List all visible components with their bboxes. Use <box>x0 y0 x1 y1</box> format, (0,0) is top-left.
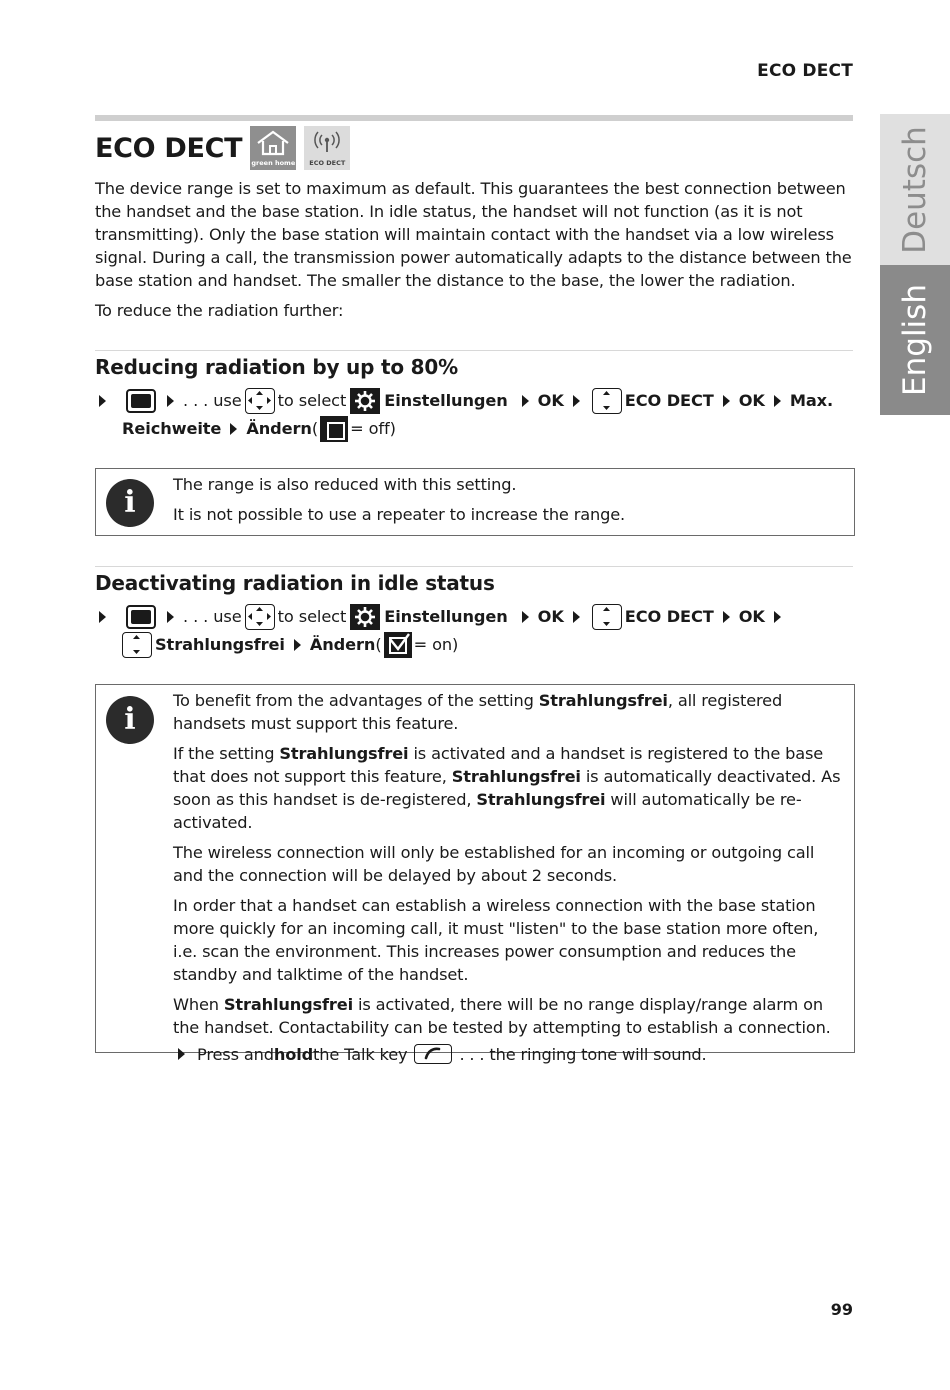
nav-key-updown-icon <box>122 632 152 658</box>
section1-rule <box>95 350 853 351</box>
off-box-icon <box>320 416 348 442</box>
section2-step-line-1 <box>95 603 855 631</box>
open-paren: ( <box>311 419 319 438</box>
tab-deutsch[interactable] <box>880 114 950 265</box>
open-paren: ( <box>375 635 382 654</box>
state-off-text: = off) <box>350 419 396 438</box>
info-icon: i <box>106 696 154 744</box>
section2-rule <box>95 566 853 567</box>
info-icon: i <box>106 479 154 527</box>
eco-dect-badge-label: ECO DECT <box>309 159 346 167</box>
settings-gear-icon <box>350 388 380 414</box>
ok-label: OK <box>537 607 564 626</box>
title-row <box>95 126 350 170</box>
select-text: to select <box>277 607 347 626</box>
intro-lead: To reduce the radiation further: <box>95 301 344 320</box>
section2-step-line-2 <box>95 631 855 659</box>
running-header: ECO DECT <box>757 61 853 81</box>
step-arrow-icon <box>294 639 301 651</box>
note-2-step: Press and hold the Talk key . . . the ringing tone will sound. <box>173 1042 844 1066</box>
step-arrow-icon <box>774 611 781 623</box>
on-check-icon <box>384 632 412 658</box>
step-arrow-icon <box>573 611 580 623</box>
menu-key-icon <box>126 389 156 413</box>
tab-english[interactable] <box>880 265 950 415</box>
menu-key-icon <box>126 605 156 629</box>
select-text: to select <box>277 391 347 410</box>
section1-step-line-2 <box>95 415 855 443</box>
range-label: Reichweite <box>122 419 222 438</box>
nav-key-updown-icon <box>592 604 622 630</box>
step-arrow-icon <box>230 423 237 435</box>
green-home-badge <box>250 126 296 170</box>
page-number: 99 <box>830 1300 853 1319</box>
note-1-line-2: It is not possible to use a repeater to increase the range. <box>173 505 626 524</box>
top-rule <box>95 115 853 121</box>
wireless-icon <box>309 130 345 156</box>
step-arrow-icon <box>99 611 106 623</box>
section2-title: Deactivating radiation in idle status <box>95 571 495 595</box>
note-box-2 <box>95 684 855 1064</box>
nav-key-updown-icon <box>592 388 622 414</box>
page-title: ECO DECT <box>95 132 243 164</box>
note-2-para-5: When Strahlungsfrei is activated, there will be no range display/range alarm on the handset. Contactability can be tested by attempting to establish a connection. <box>173 995 831 1037</box>
ok-label: OK <box>738 607 765 626</box>
change-label: Ändern <box>309 635 376 654</box>
ok-label: OK <box>537 391 564 410</box>
state-on-text: = on) <box>413 635 459 654</box>
talk-key-icon <box>414 1044 452 1064</box>
note-2-para-3: The wireless connection will only be established for an incoming or outgoing call and the connection will be delayed by about 2 seconds. <box>173 843 815 885</box>
note-box-1 <box>95 468 855 536</box>
step-arrow-icon <box>522 395 529 407</box>
step-arrow-icon <box>167 395 174 407</box>
intro-paragraph: The device range is set to maximum as default. This guarantees the best connection between the handset and the base station. In idle status, the handset will not function (as it is not transmitting). Only the base station will maintain contact with the handset via a low wireless signal. During a call, the transmission power automatically adapts to the distance between the base station and handset. The smaller the distance to the base, the lower the radiation. <box>95 179 852 290</box>
tab-deutsch-label: Deutsch <box>897 125 933 254</box>
step-arrow-icon <box>522 611 529 623</box>
strahlungsfrei-label: Strahlungsfrei <box>155 635 285 654</box>
step-arrow-icon <box>723 611 730 623</box>
tab-english-label: English <box>897 284 933 396</box>
note-2-para-4: In order that a handset can establish a wireless connection with the base station more quickly for an incoming call, it must "listen" to the base station more often, i.e. scan the environment. This increases power consumption and reduces the standby and talktime of the handset. <box>173 896 819 984</box>
use-text: . . . use <box>183 607 242 626</box>
settings-gear-icon <box>350 604 380 630</box>
step-arrow-icon <box>774 395 781 407</box>
eco-dect-badge <box>304 126 350 170</box>
step-arrow-icon <box>573 395 580 407</box>
green-home-label: green home <box>251 159 296 167</box>
note-2-para-1: To benefit from the advantages of the setting Strahlungsfrei, all registered handsets must support this feature. <box>173 691 783 733</box>
step-arrow-icon <box>167 611 174 623</box>
max-label: Max. <box>789 391 834 410</box>
step-arrow-icon <box>178 1048 185 1060</box>
change-label: Ändern <box>246 419 312 438</box>
nav-key-icon <box>245 388 275 414</box>
section2-steps <box>95 603 855 659</box>
note-1-content <box>173 473 844 533</box>
use-text: . . . use <box>183 391 242 410</box>
note-2-para-2: If the setting Strahlungsfrei is activated and a handset is registered to the base that does not support this feature, Strahlungsfrei is automatically deactivated. As soon as this handset is de-registered, Strahlungsfrei will automatically be re-activated. <box>173 744 841 832</box>
step-arrow-icon <box>723 395 730 407</box>
nav-key-icon <box>245 604 275 630</box>
eco-dect-label: ECO DECT <box>624 391 714 410</box>
home-icon <box>255 130 291 156</box>
note-2-content <box>173 689 844 1066</box>
settings-label: Einstellungen <box>384 391 508 410</box>
section1-title: Reducing radiation by up to 80% <box>95 355 458 379</box>
eco-dect-label: ECO DECT <box>624 607 714 626</box>
step-arrow-icon <box>99 395 106 407</box>
note-1-line-1: The range is also reduced with this setting. <box>173 475 517 494</box>
section1-step-line-1 <box>95 387 855 415</box>
settings-label: Einstellungen <box>384 607 508 626</box>
ok-label: OK <box>738 391 765 410</box>
section1-steps <box>95 387 855 443</box>
